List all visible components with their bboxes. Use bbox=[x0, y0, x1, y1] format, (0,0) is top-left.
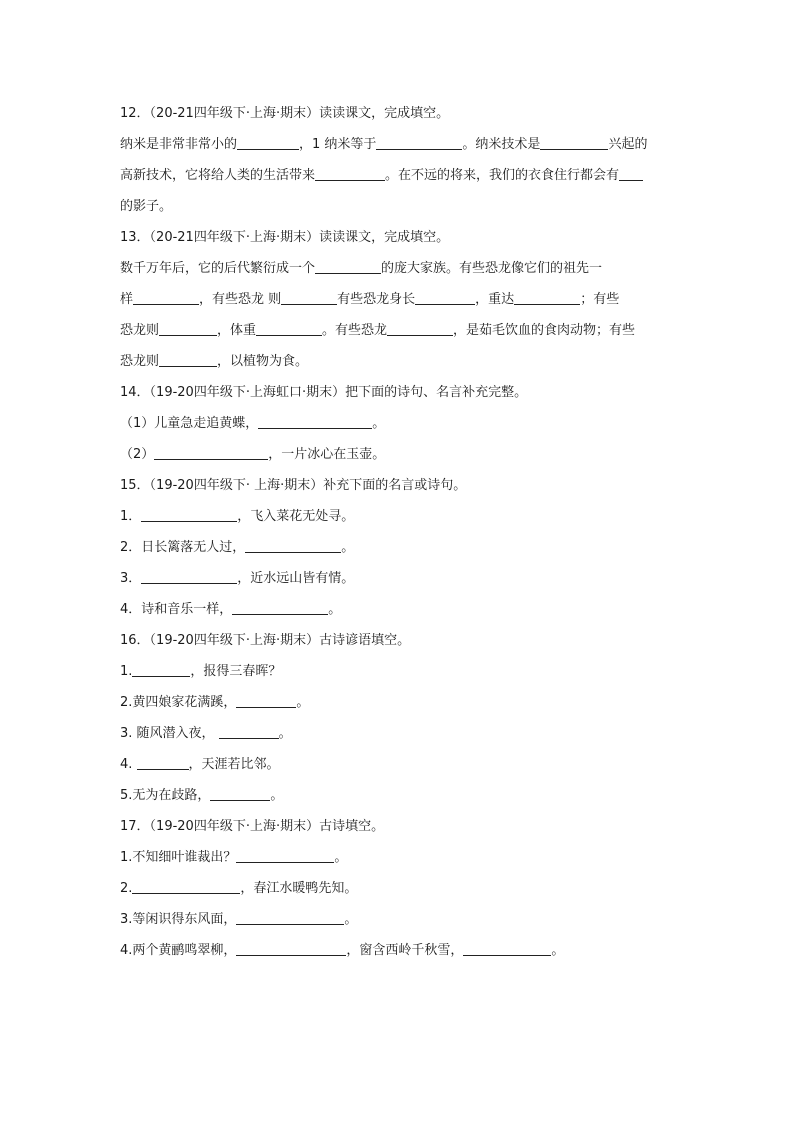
answer-blank[interactable] bbox=[514, 290, 580, 305]
answer-blank[interactable] bbox=[387, 321, 453, 336]
text-segment: 。 bbox=[270, 788, 284, 803]
text-segment: 有些恐龙身长 bbox=[337, 292, 416, 307]
text-segment: 。 bbox=[372, 416, 386, 431]
answer-blank[interactable] bbox=[236, 910, 344, 925]
answer-blank[interactable] bbox=[219, 724, 279, 739]
answer-blank[interactable] bbox=[619, 166, 643, 181]
text-segment: 。纳米技术是 bbox=[462, 137, 541, 152]
answer-blank[interactable] bbox=[210, 786, 270, 801]
text-segment: ，1 纳米等于 bbox=[299, 137, 377, 152]
question-text-line bbox=[120, 315, 680, 346]
text-segment: 恐龙则 bbox=[120, 354, 160, 369]
answer-blank[interactable] bbox=[540, 135, 608, 150]
text-segment: 1. bbox=[120, 664, 133, 679]
question-text-line bbox=[120, 873, 680, 904]
answer-blank[interactable] bbox=[154, 445, 268, 460]
answer-blank[interactable] bbox=[463, 941, 551, 956]
answer-blank[interactable] bbox=[258, 414, 372, 429]
text-segment: 12．（20-21四年级下·上海·期末）读读课文，完成填空。 bbox=[120, 106, 450, 121]
text-segment: 3. 随风潜入夜， bbox=[120, 726, 219, 741]
text-segment: ，春江水暖鸭先知。 bbox=[240, 881, 358, 896]
answer-blank[interactable] bbox=[237, 135, 299, 150]
text-segment: ，是茹毛饮血的食肉动物；有些 bbox=[453, 323, 636, 338]
question-text-line bbox=[120, 253, 680, 284]
answer-blank[interactable] bbox=[236, 941, 346, 956]
question-heading bbox=[120, 98, 680, 129]
text-segment: ，飞入菜花无处寻。 bbox=[237, 509, 355, 524]
text-segment: ，重达 bbox=[475, 292, 515, 307]
answer-blank[interactable] bbox=[159, 321, 217, 336]
text-segment: 的庞大家族。有些恐龙像它们的祖先一 bbox=[381, 261, 603, 276]
text-segment: 的影子。 bbox=[120, 199, 173, 214]
answer-blank[interactable] bbox=[159, 352, 217, 367]
question-text-line bbox=[120, 780, 680, 811]
question-text-line bbox=[120, 687, 680, 718]
text-segment: 。 bbox=[551, 943, 565, 958]
text-segment: 2.黄四娘家花满蹊， bbox=[120, 695, 237, 710]
worksheet bbox=[120, 98, 680, 966]
text-segment: 1． bbox=[120, 509, 142, 524]
text-segment: 4.两个黄鹂鸣翠柳， bbox=[120, 943, 237, 958]
question-text-line bbox=[120, 160, 680, 191]
text-segment: 15．（19-20四年级下· 上海·期末）补充下面的名言或诗句。 bbox=[120, 478, 467, 493]
text-segment: 3.等闲识得东风面， bbox=[120, 912, 237, 927]
question-text-line bbox=[120, 191, 680, 222]
answer-blank[interactable] bbox=[137, 755, 189, 770]
answer-blank[interactable] bbox=[133, 290, 199, 305]
text-segment: ，报得三春晖？ bbox=[190, 664, 282, 679]
text-segment: 高新技术，它将给人类的生活带来 bbox=[120, 168, 316, 183]
answer-blank[interactable] bbox=[132, 662, 190, 677]
question-text-line bbox=[120, 904, 680, 935]
text-segment: 。 bbox=[344, 912, 358, 927]
answer-blank[interactable] bbox=[281, 290, 337, 305]
text-segment: 。 bbox=[341, 540, 355, 555]
text-segment: 16．（19-20四年级下·上海·期末）古诗谚语填空。 bbox=[120, 633, 411, 648]
text-segment: 。 bbox=[328, 602, 342, 617]
text-segment: ，近水远山皆有情。 bbox=[237, 571, 355, 586]
text-segment: ；有些 bbox=[580, 292, 620, 307]
answer-blank[interactable] bbox=[376, 135, 462, 150]
text-segment: ，体重 bbox=[217, 323, 257, 338]
text-segment: （1）儿童急走追黄蝶， bbox=[120, 416, 259, 431]
answer-blank[interactable] bbox=[141, 569, 237, 584]
text-segment: 。 bbox=[296, 695, 310, 710]
question-text-line bbox=[120, 408, 680, 439]
question-text-line bbox=[120, 749, 680, 780]
answer-blank[interactable] bbox=[236, 693, 296, 708]
text-segment: 1.不知细叶谁裁出？ bbox=[120, 850, 237, 865]
question-text-line bbox=[120, 439, 680, 470]
text-segment: 样 bbox=[120, 292, 134, 307]
question-heading bbox=[120, 625, 680, 656]
question-text-line bbox=[120, 656, 680, 687]
question-text-line bbox=[120, 935, 680, 966]
text-segment: 恐龙则 bbox=[120, 323, 160, 338]
question-text-line bbox=[120, 842, 680, 873]
question-text-line bbox=[120, 501, 680, 532]
question-text-line bbox=[120, 284, 680, 315]
answer-blank[interactable] bbox=[415, 290, 475, 305]
question-heading bbox=[120, 470, 680, 501]
answer-blank[interactable] bbox=[245, 538, 341, 553]
text-segment: ，有些恐龙 则 bbox=[199, 292, 282, 307]
text-segment: 5.无为在歧路， bbox=[120, 788, 211, 803]
text-segment: 。 bbox=[278, 726, 292, 741]
text-segment: 4. bbox=[120, 757, 137, 772]
answer-blank[interactable] bbox=[315, 259, 381, 274]
question-text-line bbox=[120, 563, 680, 594]
question-heading bbox=[120, 222, 680, 253]
text-segment: 13．（20-21四年级下·上海·期末）读读课文，完成填空。 bbox=[120, 230, 450, 245]
question-heading bbox=[120, 377, 680, 408]
text-segment: ，以植物为食。 bbox=[217, 354, 309, 369]
text-segment: ，天涯若比邻。 bbox=[188, 757, 280, 772]
text-segment: 4．诗和音乐一样， bbox=[120, 602, 233, 617]
text-segment: （2） bbox=[120, 447, 155, 462]
question-text-line bbox=[120, 346, 680, 377]
answer-blank[interactable] bbox=[315, 166, 385, 181]
text-segment: 纳米是非常非常小的 bbox=[120, 137, 238, 152]
text-segment: 14．（19-20四年级下·上海虹口·期末）把下面的诗句、名言补充完整。 bbox=[120, 385, 528, 400]
text-segment: 数千万年后，它的后代繁衍成一个 bbox=[120, 261, 316, 276]
text-segment: ，一片冰心在玉壶。 bbox=[268, 447, 386, 462]
question-text-line bbox=[120, 129, 680, 160]
answer-blank[interactable] bbox=[236, 848, 334, 863]
text-segment: 2．日长篱落无人过， bbox=[120, 540, 246, 555]
text-segment: 3． bbox=[120, 571, 142, 586]
text-segment: ，窗含西岭千秋雪， bbox=[346, 943, 464, 958]
text-segment: 2. bbox=[120, 881, 133, 896]
answer-blank[interactable] bbox=[232, 600, 328, 615]
answer-blank[interactable] bbox=[132, 879, 240, 894]
text-segment: 。有些恐龙 bbox=[322, 323, 388, 338]
question-text-line bbox=[120, 532, 680, 563]
question-heading bbox=[120, 811, 680, 842]
text-segment: 17．（19-20四年级下·上海·期末）古诗填空。 bbox=[120, 819, 385, 834]
answer-blank[interactable] bbox=[256, 321, 322, 336]
question-text-line bbox=[120, 718, 680, 749]
question-text-line bbox=[120, 594, 680, 625]
answer-blank[interactable] bbox=[141, 507, 237, 522]
text-segment: 。 bbox=[334, 850, 348, 865]
text-segment: 兴起的 bbox=[608, 137, 648, 152]
text-segment: 。在不远的将来，我们的衣食住行都会有 bbox=[385, 168, 620, 183]
